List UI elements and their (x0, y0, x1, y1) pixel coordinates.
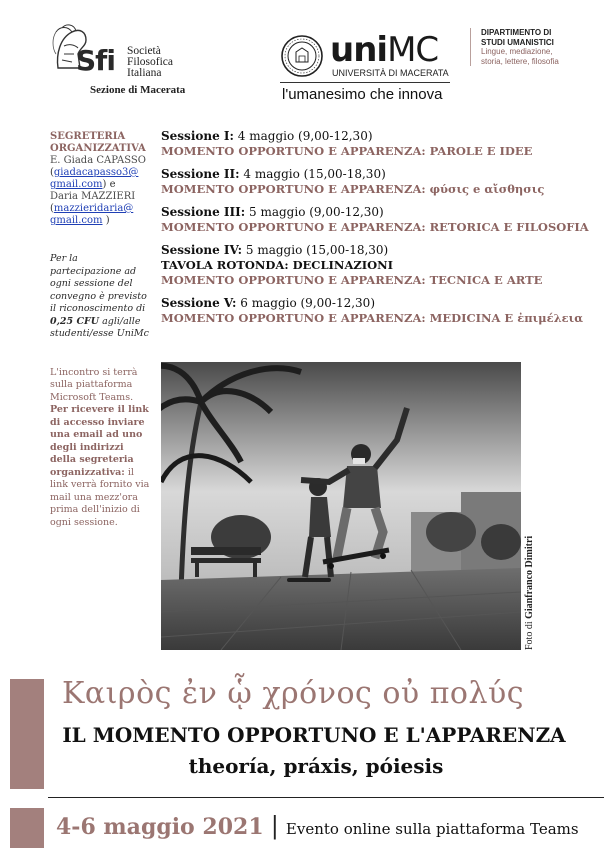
accent-bar-small (10, 808, 44, 848)
secretariat-title: SEGRETERIA ORGANIZZATIVA (50, 131, 146, 154)
greek-title: Καιρὸς ἐν ᾧ χρόνος οὐ πολύς (62, 676, 525, 711)
sfi-logo (50, 24, 210, 94)
university-seal-icon (280, 34, 324, 78)
secretariat-email-2[interactable]: (mazzieridaria@ gmail.com ) (50, 203, 134, 226)
sfi-section: Sezione di Macerata (90, 84, 186, 96)
secretariat-email-1[interactable]: (giadacapasso3@ gmail.com) e (50, 167, 139, 190)
photo-credit: Foto di Gianfranco Dimitri (524, 535, 535, 650)
session-item: Sessione I: 4 maggio (9,00-12,30) MOMENTO OPPORTUNO E APPARENZA: PAROLE E IDEE (161, 129, 533, 158)
session-item: Sessione V: 6 maggio (9,00-12,30) MOMENTO OPPORTUNO E APPARENZA: MEDICINA E ἐπιμέλεια (161, 296, 584, 325)
separator: | (270, 812, 279, 840)
department-label: DIPARTIMENTO DI STUDI UMANISTICI Lingue, mediazione, storia, lettere, filosofia (470, 28, 601, 66)
divider (48, 797, 604, 798)
subtitle: theoría, práxis, póiesis (188, 754, 444, 778)
divider (280, 82, 450, 83)
skateboarder-photo (161, 362, 521, 650)
unimc-tagline: l'umanesimo che innova (282, 86, 443, 103)
sfi-name: Società Filosofica Italiana (127, 45, 173, 79)
unimc-logo (280, 30, 460, 104)
session-item: Sessione III: 5 maggio (9,00-12,30) MOMENTO OPPORTUNO E APPARENZA: RETORICA E FILOSOFIA (161, 205, 589, 234)
sfi-mark: Sfi (76, 44, 115, 77)
session-list (161, 129, 601, 334)
round-table: TAVOLA ROTONDA: DECLINAZIONI (161, 258, 394, 272)
cfu-note: Per la partecipazione ad ogni sessione del convegno è previsto il riconoscimento di 0,25 CFU agli/alle studenti/esse UniMc (50, 253, 149, 339)
event-platform: Evento online sulla piattaforma Teams (285, 820, 579, 838)
secretariat-person-1: E. Giada CAPASSO (50, 155, 146, 166)
footer-row (56, 812, 579, 840)
session-item: Sessione IV: 5 maggio (15,00-18,30) TAVOLA ROTONDA: DECLINAZIONI MOMENTO OPPORTUNO E APPARENZA: TECNICA E ARTE (161, 243, 601, 288)
main-title: IL MOMENTO OPPORTUNO E L'APPARENZA (62, 723, 566, 747)
session-item: Sessione II: 4 maggio (15,00-18,30) MOMENTO OPPORTUNO E APPARENZA: φύσις e αἴσθησις (161, 167, 545, 196)
teams-note: L'incontro si terrà sulla piattaforma Microsoft Teams. Per ricevere il link di accesso inviare una email ad uno degli indirizzi della segreteria organizzativa: il link verrà fornito via mail una mezz'ora prima dell'inizio di ogni sessione. (50, 366, 150, 528)
left-column (50, 131, 150, 529)
unimc-wordmark: uniMC (330, 30, 439, 70)
event-dates: 4-6 maggio 2021 (56, 814, 264, 840)
university-name: UNIVERSITÀ DI MACERATA (332, 68, 449, 78)
secretariat-person-2: Daria MAZZIERI (50, 191, 136, 202)
